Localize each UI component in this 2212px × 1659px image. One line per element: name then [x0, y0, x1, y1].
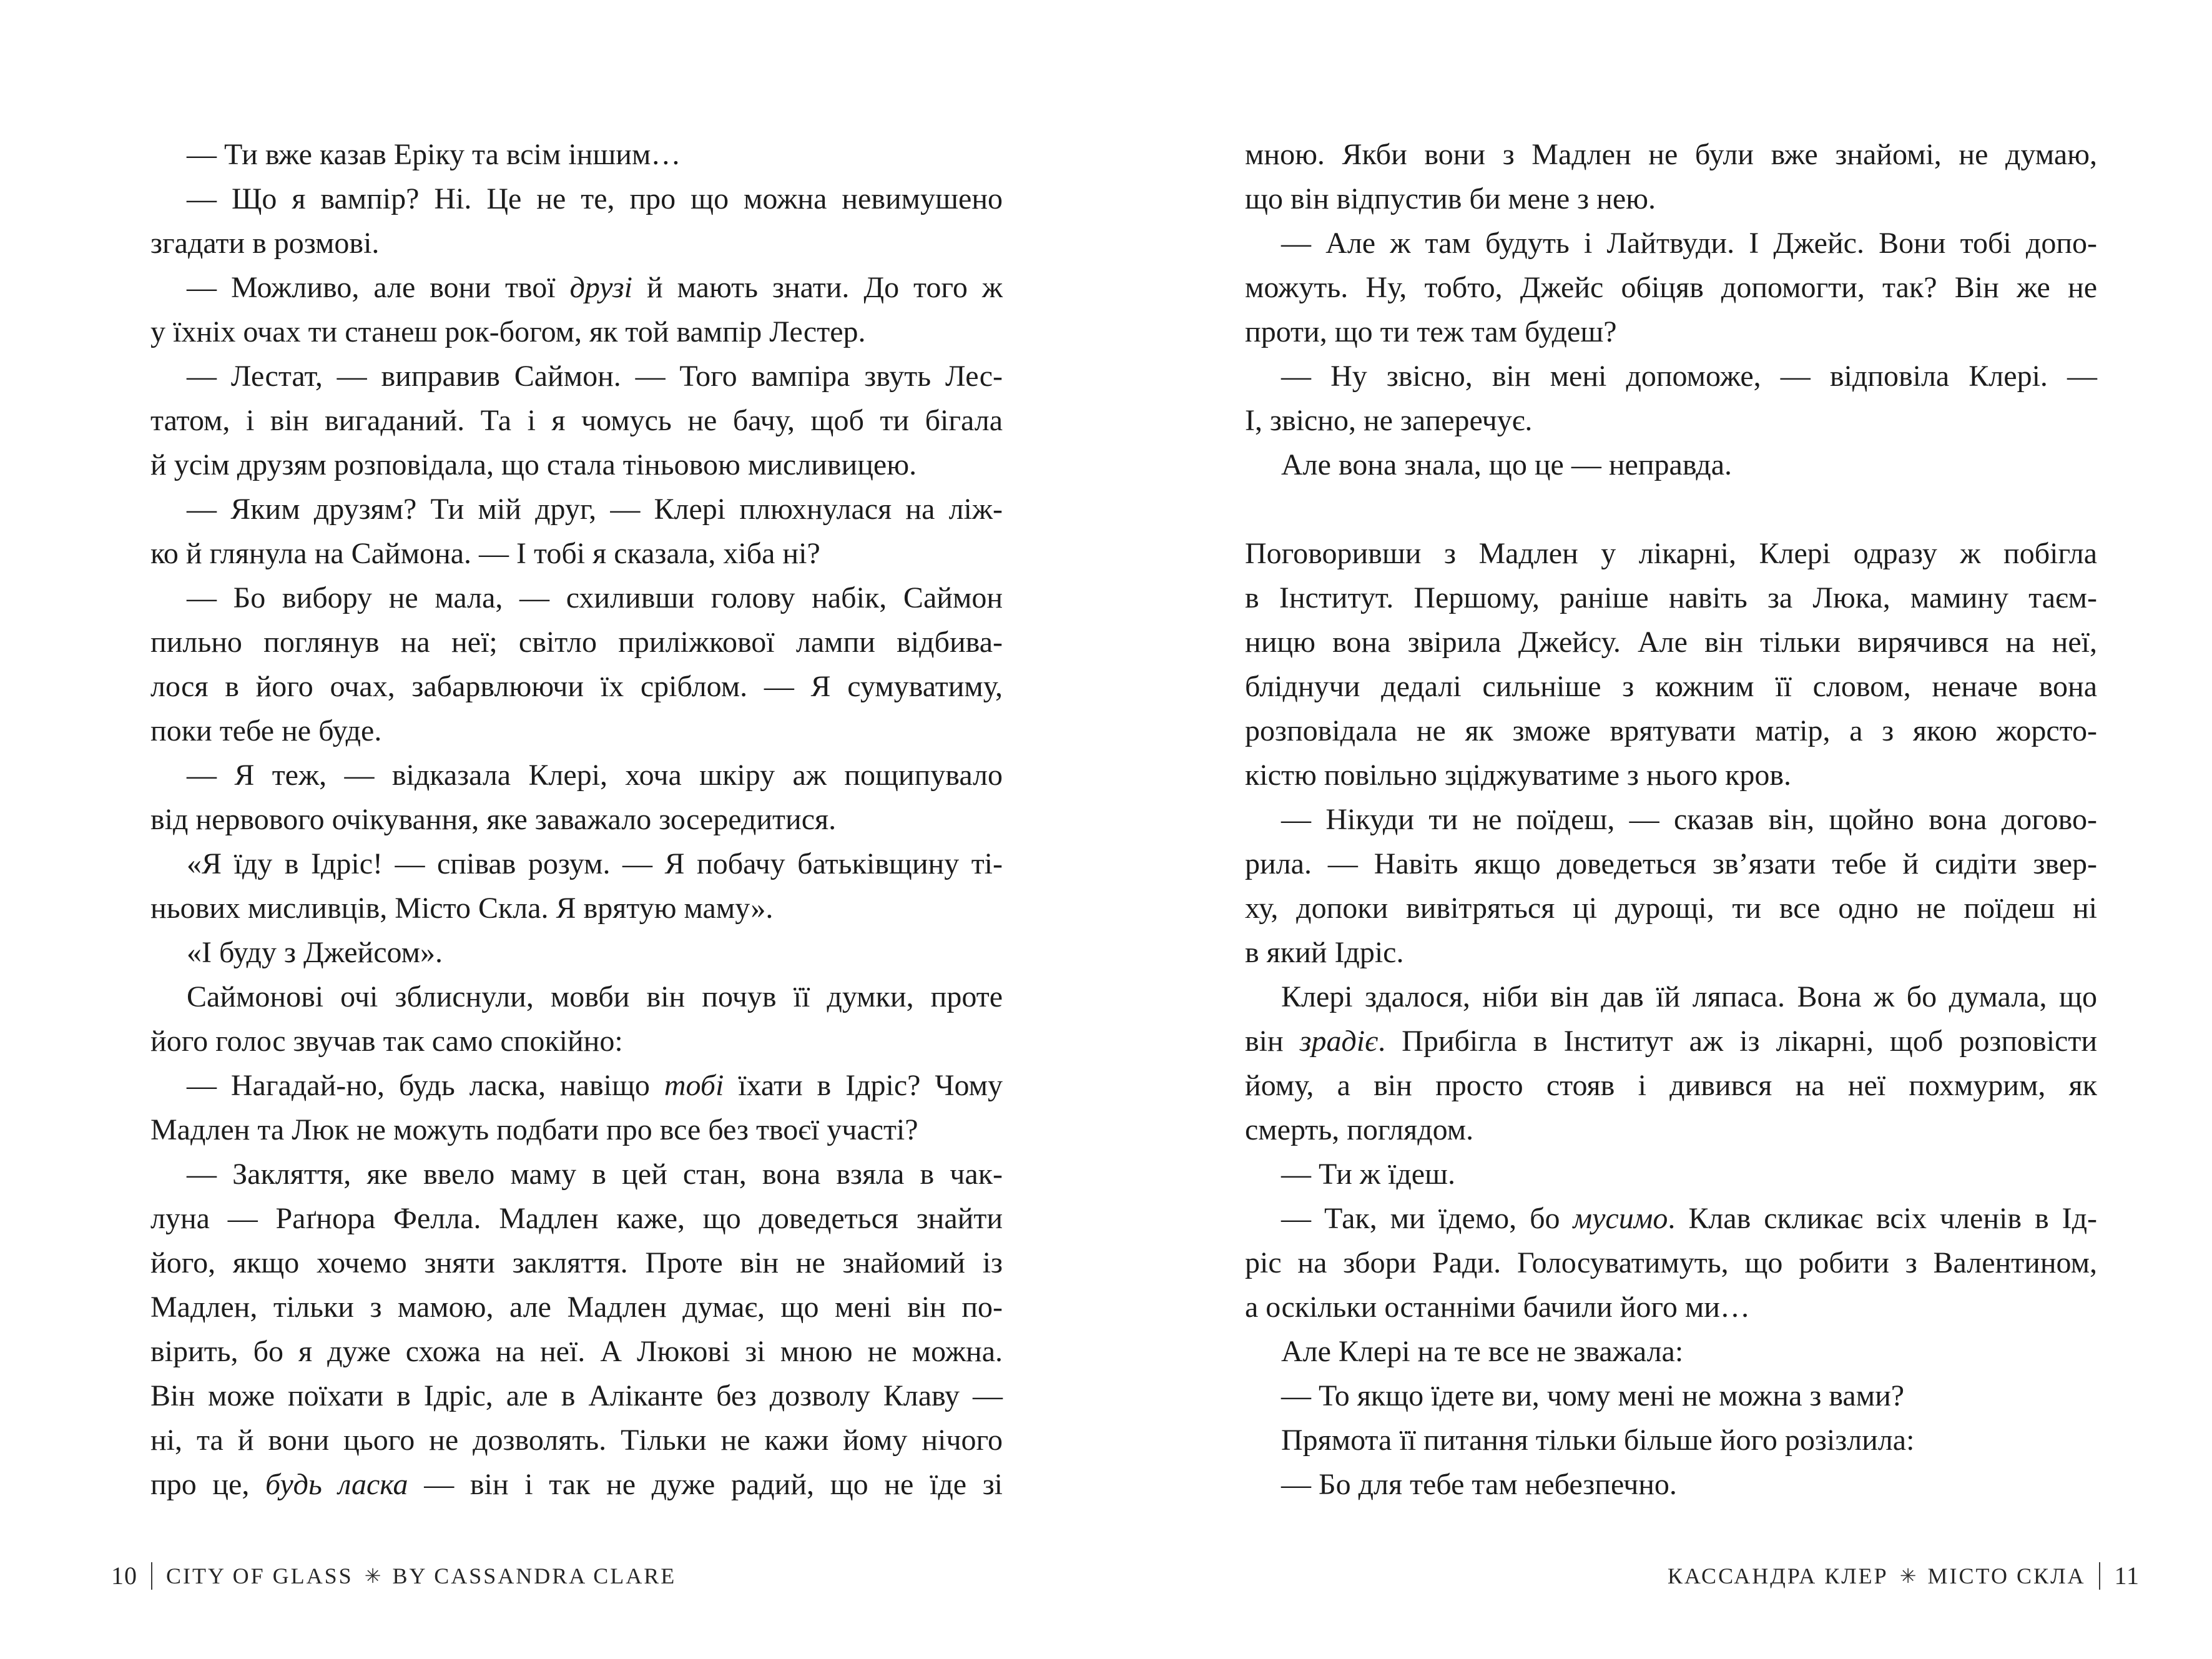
text-line — [1245, 1418, 2097, 1462]
text-line — [1245, 354, 2097, 398]
paragraph — [150, 975, 1003, 1063]
text-segment: мною. Якби вони з Мадлен не були вже знайомі, не думаю, — [1245, 138, 2097, 171]
text-segment: ху, допоки вивітряться ці дурощі, ти все одно не поїдеш ні — [1245, 892, 2097, 925]
text-line — [1245, 1285, 2097, 1329]
text-line — [1245, 1462, 2097, 1507]
paragraph — [1245, 1462, 2097, 1507]
text-segment: ньових мисливців, Місто Скла. Я врятую маму». — [150, 892, 774, 925]
text-line — [150, 1152, 1003, 1196]
text-segment: пильно поглянув на неї; світло приліжкової лампи відбива- — [150, 626, 1003, 659]
text-segment: проти, що ти теж там будеш? — [1245, 315, 1617, 348]
text-line — [150, 753, 1003, 797]
text-line — [150, 265, 1003, 310]
text-segment: Прямота її питання тільки більше його розізлила: — [1281, 1424, 1915, 1457]
text-segment: кістю повільно зціджуватиме з нього кров. — [1245, 759, 1792, 792]
text-line — [150, 443, 1003, 487]
text-segment: — він і так не дуже радий, що не їде зі — [408, 1468, 1003, 1501]
text-segment: — Ти ж їдеш. — [1281, 1158, 1455, 1191]
paragraph — [1245, 443, 2097, 487]
paragraph — [1245, 531, 2097, 797]
text-line — [150, 1285, 1003, 1329]
text-segment: їхати в Ідріс? Чому — [724, 1069, 1003, 1102]
text-segment: — Лестат, — виправив Саймон. — Того вампіра звуть Лес- — [187, 360, 1003, 393]
paragraph — [150, 1063, 1003, 1152]
text-segment: Він може поїхати в Ідріс, але в Аліканте без дозволу Клаву — — [150, 1379, 1003, 1412]
text-line — [150, 930, 1003, 975]
text-line — [1245, 1374, 2097, 1418]
text-segment: Мадлен та Люк не можуть подбати про все без твоєї участі? — [150, 1113, 918, 1146]
text-segment: — То якщо їдете ви, чому мені не можна з вами? — [1281, 1379, 1905, 1412]
text-segment: І, звісно, не заперечує. — [1245, 404, 1533, 437]
text-line — [1245, 1241, 2097, 1285]
text-line — [150, 354, 1003, 398]
text-line — [1245, 265, 2097, 310]
text-line — [150, 487, 1003, 531]
italic-text: тобі — [664, 1069, 724, 1102]
text-segment: — Я теж, — відказала Клері, хоча шкіру аж пощипувало — [187, 759, 1003, 792]
footer-right — [1668, 1561, 2140, 1590]
text-segment: — Нагадай-но, будь ласка, навіщо — [187, 1069, 664, 1102]
paragraph — [1245, 797, 2097, 975]
text-line — [150, 1196, 1003, 1241]
text-segment: — Так, ми їдемо, бо — [1281, 1202, 1573, 1235]
text-segment: смерть, поглядом. — [1245, 1113, 1474, 1146]
text-line — [1245, 398, 2097, 443]
page-number-right: 11 — [2114, 1562, 2140, 1590]
text-segment: ко й глянула на Саймона. — І тобі я сказала, хіба ні? — [150, 537, 820, 570]
paragraph — [1245, 221, 2097, 354]
text-line — [150, 797, 1003, 842]
text-segment: й усім друзям розповідала, що стала тіньовою мисливицею. — [150, 448, 917, 481]
text-line — [150, 1329, 1003, 1374]
ornament-star-icon: ✳ — [1899, 1564, 1917, 1587]
text-segment: лося в його очах, забарвлюючи їх сріблом. — Я сумуватиму, — [150, 670, 1003, 703]
text-line — [150, 886, 1003, 930]
text-segment: про це, — [150, 1468, 265, 1501]
text-segment: — Яким друзям? Ти мій друг, — Клері плюхнулася на ліж- — [187, 493, 1003, 526]
text-segment: можуть. Ну, тобто, Джейс обіцяв допомогти, так? Він же не — [1245, 271, 2097, 304]
ornament-star-icon: ✳ — [364, 1564, 381, 1587]
text-line — [150, 310, 1003, 354]
text-segment: й мають знати. До того ж — [632, 271, 1003, 304]
text-line — [150, 1418, 1003, 1462]
paragraph — [1245, 354, 2097, 443]
text-line — [1245, 1329, 2097, 1374]
text-segment: бліднучи дедалі сильніше з кожним її словом, неначе вона — [1245, 670, 2097, 703]
text-segment: Але Клері на те все не зважала: — [1281, 1335, 1684, 1368]
text-line — [150, 1241, 1003, 1285]
paragraph — [150, 842, 1003, 930]
page-number-left: 10 — [111, 1562, 137, 1590]
text-line — [1245, 886, 2097, 930]
text-segment: татом, і він вигаданий. Та і я чомусь не бачу, щоб ти бігала — [150, 404, 1003, 437]
text-segment: розповідала не як зможе врятувати матір, а з якою жорсто- — [1245, 714, 2097, 747]
text-line — [1245, 709, 2097, 753]
footer-book-title: CITY OF GLASS — [166, 1563, 353, 1588]
paragraph — [150, 930, 1003, 975]
text-segment: Клері здалося, ніби він дав їй ляпаса. Вона ж бо думала, що — [1281, 980, 2097, 1013]
paragraph — [1245, 975, 2097, 1152]
text-line — [1245, 975, 2097, 1019]
text-line — [1245, 797, 2097, 842]
text-line — [150, 709, 1003, 753]
text-line — [150, 620, 1003, 664]
text-line — [150, 1108, 1003, 1152]
text-segment: ні, та й вони цього не дозволять. Тільки не кажи йому нічого — [150, 1424, 1003, 1457]
text-segment: «Я їду в Ідріс! — співав розум. — Я побачу батьківщину ті- — [187, 847, 1003, 880]
left-page-text — [150, 132, 1003, 1507]
paragraph — [150, 1152, 1003, 1507]
italic-text: будь ласка — [265, 1468, 408, 1501]
text-segment: . Прибігла в Інститут аж із лікарні, щоб розповісти — [1378, 1025, 2098, 1058]
text-segment: Мадлен, тільки з мамою, але Мадлен думає, що мені він по- — [150, 1291, 1003, 1324]
paragraph — [1245, 1418, 2097, 1462]
text-segment: поки тебе не буде. — [150, 714, 382, 747]
text-segment: ріс на збори Ради. Голосуватимуть, що робити з Валентином, — [1245, 1246, 2097, 1279]
text-segment: його голос звучав так само спокійно: — [150, 1025, 623, 1058]
text-line — [150, 398, 1003, 443]
text-segment: луна — Раґнора Фелла. Мадлен каже, що доведеться знайти — [150, 1202, 1003, 1235]
text-segment: — Нікуди ти не поїдеш, — сказав він, щойно вона догово- — [1281, 803, 2097, 836]
paragraph — [150, 487, 1003, 576]
text-segment: від нервового очікування, яке заважало зосередитися. — [150, 803, 837, 836]
paragraph — [150, 132, 1003, 177]
text-segment: йому, а він просто стояв і дивився на неї похмурим, як — [1245, 1069, 2097, 1102]
paragraph — [1245, 1329, 2097, 1374]
text-line — [1245, 664, 2097, 709]
text-line — [150, 132, 1003, 177]
text-line — [150, 1374, 1003, 1418]
text-segment: — Але ж там будуть і Лайтвуди. І Джейс. Вони тобі допо- — [1281, 227, 2097, 260]
text-line — [150, 1462, 1003, 1507]
text-segment: — Закляття, яке ввело маму в цей стан, вона взяла в чак- — [187, 1158, 1003, 1191]
footer-left — [111, 1561, 676, 1590]
text-line — [150, 1063, 1003, 1108]
text-line — [1245, 753, 2097, 797]
text-segment: в який Ідріс. — [1245, 936, 1404, 969]
text-segment: Поговоривши з Мадлен у лікарні, Клері одразу ж побігла — [1245, 537, 2097, 570]
text-segment: — Ти вже казав Еріку та всім іншим… — [187, 138, 681, 171]
footer-divider — [151, 1562, 152, 1590]
text-segment: а оскільки останніми бачили його ми… — [1245, 1291, 1750, 1324]
footer-divider — [2099, 1562, 2100, 1590]
text-line — [1245, 1152, 2097, 1196]
right-page-text — [1245, 132, 2097, 1507]
text-line — [150, 576, 1003, 620]
text-line — [1245, 443, 2097, 487]
text-segment: . Клав скликає всіх членів в Ід- — [1668, 1202, 2097, 1235]
text-line — [150, 842, 1003, 886]
text-line — [1245, 177, 2097, 221]
text-line — [1245, 1196, 2097, 1241]
text-segment: згадати в розмові. — [150, 227, 380, 260]
text-line — [1245, 620, 2097, 664]
paragraph — [1245, 132, 2097, 221]
paragraph — [1245, 1152, 2097, 1196]
text-line — [150, 177, 1003, 221]
text-line — [1245, 1108, 2097, 1152]
text-segment: його, якщо хочемо зняти закляття. Проте він не знайомий із — [150, 1246, 1003, 1279]
paragraph — [150, 576, 1003, 753]
text-line — [1245, 842, 2097, 886]
text-segment: «І буду з Джейсом». — [187, 936, 443, 969]
paragraph — [1245, 1196, 2097, 1329]
text-segment: ницю вона звірила Джейсу. Але він тільки вирячився на неї, — [1245, 626, 2097, 659]
text-line — [1245, 1019, 2097, 1063]
text-segment: що він відпустив би мене з нею. — [1245, 182, 1656, 215]
text-line — [1245, 930, 2097, 975]
text-line — [1245, 1063, 2097, 1108]
paragraph — [150, 265, 1003, 354]
italic-text: друзі — [569, 271, 632, 304]
footer-author-translated: КАССАНДРА КЛЕР — [1667, 1563, 1889, 1588]
text-segment: вірить, бо я дуже схожа на неї. А Люкові зі мною не можна. — [150, 1335, 1003, 1368]
text-segment: Саймонові очі зблиснули, мовби він почув її думки, проте — [187, 980, 1003, 1013]
text-line — [1245, 132, 2097, 177]
text-segment: — Ну звісно, він мені допоможе, — відповіла Клері. — — [1281, 360, 2097, 393]
text-segment: у їхніх очах ти станеш рок-богом, як той вампір Лестер. — [150, 315, 866, 348]
text-line — [150, 664, 1003, 709]
text-segment: він — [1245, 1025, 1300, 1058]
text-line — [150, 531, 1003, 576]
paragraph — [150, 354, 1003, 487]
text-segment: — Можливо, але вони твої — [187, 271, 570, 304]
footer-author: BY CASSANDRA CLARE — [392, 1563, 677, 1588]
text-line — [1245, 576, 2097, 620]
text-segment: рила. — Навіть якщо доведеться зв’язати тебе й сидіти звер- — [1245, 847, 2097, 880]
text-segment: — Бо вибору не мала, — схиливши голову набік, Саймон — [187, 581, 1003, 614]
text-line — [150, 1019, 1003, 1063]
text-line — [150, 221, 1003, 265]
text-segment: в Інститут. Першому, раніше навіть за Люка, мамину таєм- — [1245, 581, 2097, 614]
footer-book-title-translated: МІСТО СКЛА — [1927, 1563, 2086, 1588]
paragraph — [150, 753, 1003, 842]
italic-text: зрадіє — [1299, 1025, 1379, 1058]
paragraph — [150, 177, 1003, 265]
text-line — [1245, 310, 2097, 354]
italic-text: мусимо — [1573, 1202, 1668, 1235]
paragraph — [1245, 1374, 2097, 1418]
text-line — [1245, 531, 2097, 576]
text-segment: Але вона знала, що це — неправда. — [1281, 448, 1733, 481]
text-segment: — Що я вампір? Ні. Це не те, про що можна невимушено — [187, 182, 1003, 215]
text-segment: — Бо для тебе там небезпечно. — [1281, 1468, 1677, 1501]
text-line — [150, 975, 1003, 1019]
text-line — [1245, 221, 2097, 265]
